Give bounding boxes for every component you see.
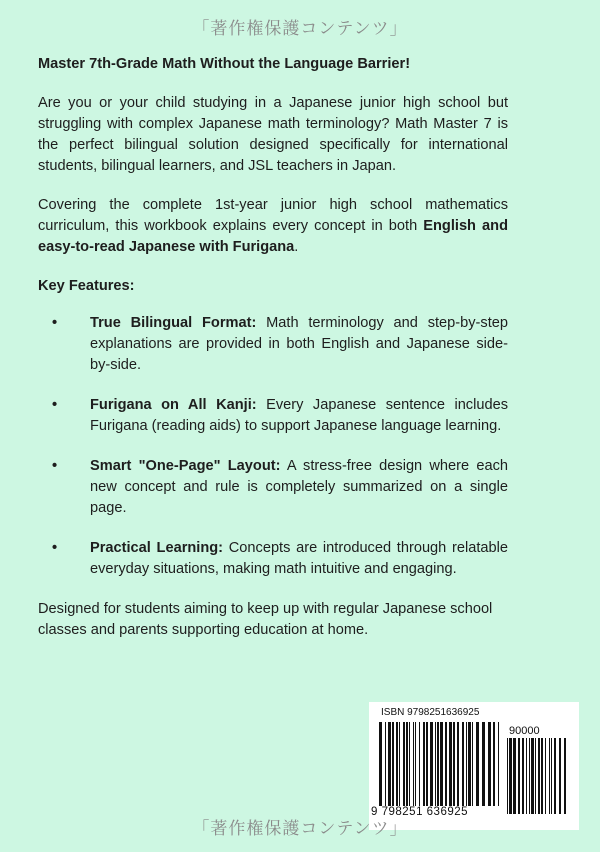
- copyright-watermark-top: 「著作権保護コンテンツ」: [192, 19, 408, 39]
- barcode-bar: [538, 738, 540, 814]
- copyright-watermark-bottom: 「著作権保護コンテンツ」: [192, 819, 408, 839]
- barcode-bar: [476, 722, 479, 806]
- key-features-heading: Key Features:: [38, 278, 135, 294]
- feature-item: [38, 313, 508, 376]
- barcode-bar: [549, 738, 550, 814]
- bullet-icon: •: [52, 540, 58, 556]
- barcode-bar: [453, 722, 455, 806]
- barcode-bar: [559, 738, 561, 814]
- headline: Master 7th-Grade Math Without the Language Barrier!: [38, 56, 411, 72]
- feature-title: Furigana on All Kanji:: [90, 397, 257, 413]
- feature-title: Smart "One-Page" Layout:: [90, 458, 281, 474]
- barcode-bar: [392, 722, 394, 806]
- barcode-bar: [529, 738, 530, 814]
- barcode-bar: [526, 738, 527, 814]
- barcode-bar: [545, 738, 546, 814]
- barcode-bar: [406, 722, 408, 806]
- barcode-bar: [518, 738, 520, 814]
- feature-list: [38, 313, 508, 580]
- barcode-bar: [513, 738, 516, 814]
- barcode-bar: [554, 738, 556, 814]
- barcode-bar: [399, 722, 400, 806]
- barcode-bar: [541, 738, 543, 814]
- bullet-icon: •: [52, 397, 58, 413]
- barcode-bar: [449, 722, 452, 806]
- barcode-bar: [385, 722, 386, 806]
- barcode-bar: [488, 722, 491, 806]
- feature-item: [38, 538, 508, 580]
- barcode-bar: [445, 722, 447, 806]
- isbn-barcode: [369, 702, 579, 830]
- barcode-bar: [466, 722, 467, 806]
- barcode-bar: [462, 722, 464, 806]
- isbn-label: ISBN 9798251636925: [381, 707, 480, 718]
- barcode-bar: [509, 738, 512, 814]
- barcode-bar: [457, 722, 459, 806]
- price-code: 90000: [509, 725, 540, 737]
- barcode-bar: [403, 722, 405, 806]
- barcode-bar: [472, 722, 473, 806]
- barcode-bar: [498, 722, 499, 806]
- barcode-bar: [482, 722, 485, 806]
- isbn-digits: 9 798251 636925: [371, 806, 469, 818]
- barcode-bar: [415, 722, 416, 806]
- coverage-emphasis: English and easy-to-read Japanese with Furigana: [38, 218, 508, 255]
- coverage-text: Covering the complete 1st-year junior high school mathematics curriculum, this workbook explains every concept in both: [38, 197, 508, 234]
- barcode-bar: [435, 722, 436, 806]
- barcode-bar: [423, 722, 425, 806]
- barcode-bar: [379, 722, 382, 806]
- barcode-bar: [522, 738, 524, 814]
- barcode-bar: [419, 722, 420, 806]
- barcode-bar: [396, 722, 398, 806]
- barcode-bar: [440, 722, 443, 806]
- feature-title: True Bilingual Format:: [90, 315, 257, 331]
- feature-text: A stress-free design where each new concept and rule is completely summarized on a single page.: [90, 458, 508, 516]
- bullet-icon: •: [52, 315, 58, 331]
- coverage-paragraph: [38, 195, 508, 258]
- feature-item: [38, 395, 508, 437]
- barcode-bar: [507, 738, 508, 814]
- feature-item: [38, 456, 508, 519]
- barcode-bar: [388, 722, 391, 806]
- barcode-bar: [535, 738, 536, 814]
- feature-text: Math terminology and step-by-step explanations are provided in both English and Japanese side-by-side.: [90, 315, 508, 373]
- barcode-bar: [531, 738, 534, 814]
- barcode-bar: [564, 738, 566, 814]
- feature-title: Practical Learning:: [90, 540, 224, 556]
- intro-paragraph: Are you or your child studying in a Japanese junior high school but struggling with complex Japanese math terminology? Math Master 7 is the perfect bilingual solution designed specifically for international students, bilingual learners, and JSL teachers in Japan.: [38, 95, 508, 174]
- barcode-bar: [493, 722, 495, 806]
- closing-paragraph: Designed for students aiming to keep up with regular Japanese school classes and parents supporting education at home.: [38, 601, 493, 638]
- barcode-bar: [430, 722, 433, 806]
- feature-text: Concepts are introduced through relatable everyday situations, making math intuitive and engaging.: [90, 540, 508, 577]
- feature-text: Every Japanese sentence includes Furigana (reading aids) to support Japanese language learning.: [90, 397, 508, 434]
- barcode-bar: [468, 722, 471, 806]
- barcode-bar: [551, 738, 552, 814]
- bullet-icon: •: [52, 458, 58, 474]
- barcode-bar: [409, 722, 410, 806]
- barcode-bar: [426, 722, 428, 806]
- back-cover-description: [38, 54, 508, 659]
- barcode-bar: [437, 722, 439, 806]
- coverage-end: .: [294, 239, 299, 255]
- barcode-bar: [413, 722, 414, 806]
